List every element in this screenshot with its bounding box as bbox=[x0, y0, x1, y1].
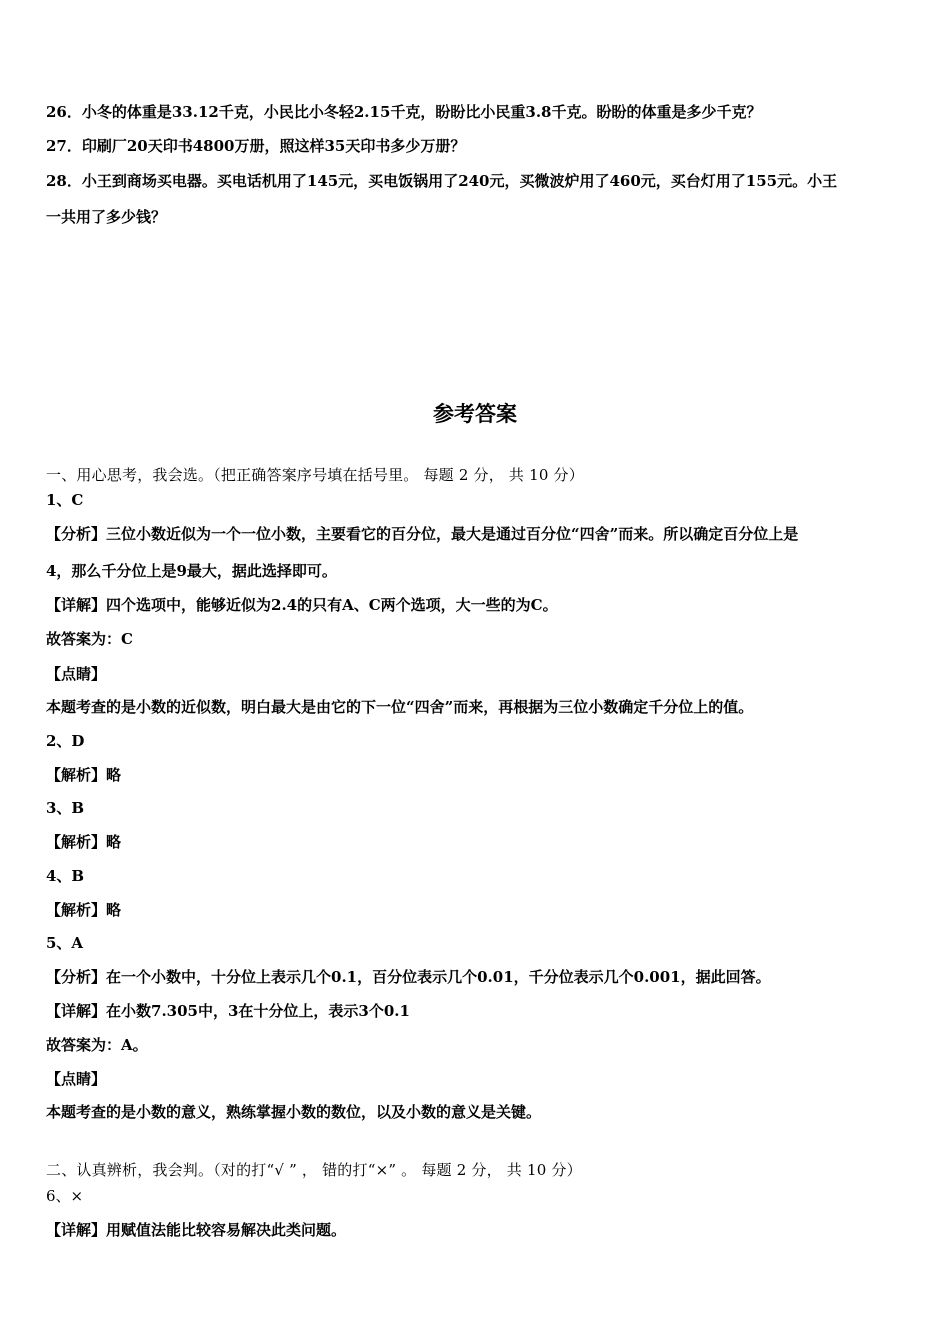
answer-5-comment-label: 【点睛】 bbox=[46, 1070, 107, 1088]
answer-1-comment: 本题考查的是小数的近似数，明白最大是由它的下一位“四舍”而来，再根据为三位小数确定千分位上的值。 bbox=[46, 698, 754, 716]
answer-5-result: 故答案为：A。 bbox=[46, 1036, 148, 1054]
answer-4: 4、B bbox=[46, 867, 85, 885]
answer-2-explanation: 【解析】略 bbox=[46, 766, 122, 784]
question-27: 27．印刷厂20天印书4800万册，照这样35天印书多少万册？ bbox=[46, 137, 466, 155]
answer-5-analysis: 【分析】在一个小数中，十分位上表示几个0.1，百分位表示几个0.01，千分位表示几个0.001，据此回答。 bbox=[46, 968, 771, 986]
answer-1-analysis-continued: 4，那么千分位上是9最大，据此选择即可。 bbox=[46, 562, 337, 580]
answer-5: 5、A bbox=[46, 934, 84, 952]
answer-5-detail: 【详解】在小数7.305中，3在十分位上，表示3个0.1 bbox=[46, 1002, 410, 1020]
answer-2: 2、D bbox=[46, 732, 85, 750]
section1-heading: 一、用心思考，我会选。（把正确答案序号填在括号里。 每题 2 分， 共 10 分） bbox=[46, 466, 584, 484]
answer-1-detail: 【详解】四个选项中，能够近似为2.4的只有A、C两个选项，大一些的为C。 bbox=[46, 596, 558, 614]
answer-1-result: 故答案为：C bbox=[46, 630, 133, 648]
answer-1-comment-label: 【点睛】 bbox=[46, 665, 107, 683]
answer-1-analysis: 【分析】三位小数近似为一个一位小数，主要看它的百分位，最大是通过百分位“四舍”而来。所以确定百分位上是 bbox=[46, 525, 799, 543]
answer-6-detail: 【详解】用赋值法能比较容易解决此类问题。 bbox=[46, 1221, 347, 1239]
answer-3: 3、B bbox=[46, 799, 85, 817]
answer-1: 1、C bbox=[46, 491, 84, 509]
answer-5-comment: 本题考查的是小数的意义，熟练掌握小数的数位，以及小数的意义是关键。 bbox=[46, 1103, 542, 1121]
question-28-continued: 一共用了多少钱？ bbox=[46, 208, 167, 226]
answer-4-explanation: 【解析】略 bbox=[46, 901, 122, 919]
answer-6: 6、× bbox=[46, 1187, 84, 1205]
section2-heading: 二、认真辨析，我会判。（对的打“√ ” ， 错的打“×” 。 每题 2 分， 共 10 分） bbox=[46, 1161, 582, 1179]
answer-3-explanation: 【解析】略 bbox=[46, 833, 122, 851]
question-28: 28．小王到商场买电器。买电话机用了145元，买电饭锅用了240元，买微波炉用了460元，买台灯用了155元。小王 bbox=[46, 172, 838, 190]
question-26: 26．小冬的体重是33.12千克，小民比小冬轻2.15千克，盼盼比小民重3.8千克。盼盼的体重是多少千克？ bbox=[46, 103, 762, 121]
answer-title: 参考答案 bbox=[433, 401, 517, 426]
